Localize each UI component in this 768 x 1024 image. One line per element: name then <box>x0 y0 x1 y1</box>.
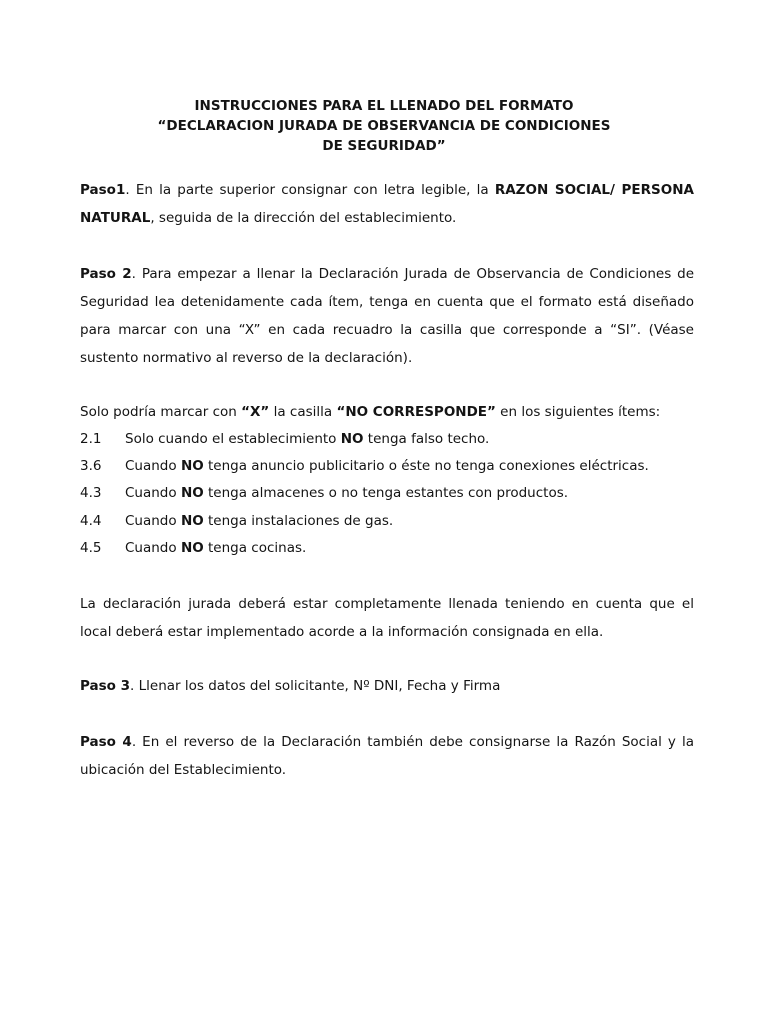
item-text: Cuando NO tenga anuncio publicitario o éste no tenga conexiones eléctricas. <box>125 458 649 475</box>
paso1-text-b: , seguida de la dirección del establecimiento. <box>150 210 457 226</box>
item-number: 4.3 <box>80 485 102 502</box>
list-item <box>80 426 694 453</box>
solo-bold-x: “X” <box>241 404 270 420</box>
list-item <box>80 535 694 562</box>
item-text: Solo cuando el establecimiento NO tenga falso techo. <box>125 431 490 447</box>
solo-text-c: en los siguientes ítems: <box>495 404 661 420</box>
title-line-2: “DECLARACION JURADA DE OBSERVANCIA DE CONDICIONES <box>157 118 611 134</box>
list-item <box>80 453 694 480</box>
paso2-label: Paso 2 <box>80 266 132 282</box>
solo-bold-no-corresponde: “NO CORRESPONDE” <box>336 404 496 420</box>
paso3-paragraph <box>80 672 694 700</box>
paso1-label: Paso1 <box>80 182 126 198</box>
paso3-label: Paso 3 <box>80 678 131 694</box>
item-number: 4.4 <box>80 512 102 529</box>
paso4-paragraph <box>80 728 694 784</box>
list-item <box>80 508 694 535</box>
document-title <box>80 96 688 156</box>
item-text: Cuando NO tenga cocinas. <box>125 539 307 556</box>
list-item <box>80 480 694 507</box>
solo-paragraph <box>80 398 694 426</box>
paso1-bold: RAZON SOCIAL/ PERSONA NATURAL <box>80 182 694 226</box>
title-line-3: DE SEGURIDAD” <box>322 138 446 154</box>
solo-text-a: Solo podría marcar con <box>80 404 242 420</box>
items-list <box>80 426 694 562</box>
declaracion-paragraph <box>80 590 694 646</box>
paso1-paragraph <box>80 176 694 232</box>
item-text: Cuando NO tenga almacenes o no tenga estantes con productos. <box>125 485 569 502</box>
paso2-paragraph <box>80 260 694 372</box>
paso4-label: Paso 4 <box>80 734 132 750</box>
item-text: Cuando NO tenga instalaciones de gas. <box>125 512 394 529</box>
declaracion-text: La declaración jurada deberá estar completamente llenada teniendo en cuenta que el local deberá estar implementado acorde a la información consignada en ella. <box>80 596 694 640</box>
item-number: 3.6 <box>80 458 102 475</box>
paso2-text: . Para empezar a llenar la Declaración Jurada de Observancia de Condiciones de Seguridad lea detenidamente cada ítem, tenga en cuenta que el formato está diseñado para marcar con una “X” en cada recuadro la casilla que corresponde a “SI”. (Véase sustento normativo al reverso de la declaración). <box>80 266 695 366</box>
paso4-text: . En el reverso de la Declaración también debe consignarse la Razón Social y la ubicación del Establecimiento. <box>80 734 695 778</box>
paso3-text: . Llenar los datos del solicitante, Nº DNI, Fecha y Firma <box>130 678 501 694</box>
item-number: 4.5 <box>80 539 102 556</box>
solo-text-b: la casilla <box>269 404 337 420</box>
paso1-text-a: . En la parte superior consignar con letra legible, la <box>125 182 495 198</box>
title-line-1: INSTRUCCIONES PARA EL LLENADO DEL FORMATO <box>194 98 574 114</box>
item-number: 2.1 <box>80 431 102 447</box>
